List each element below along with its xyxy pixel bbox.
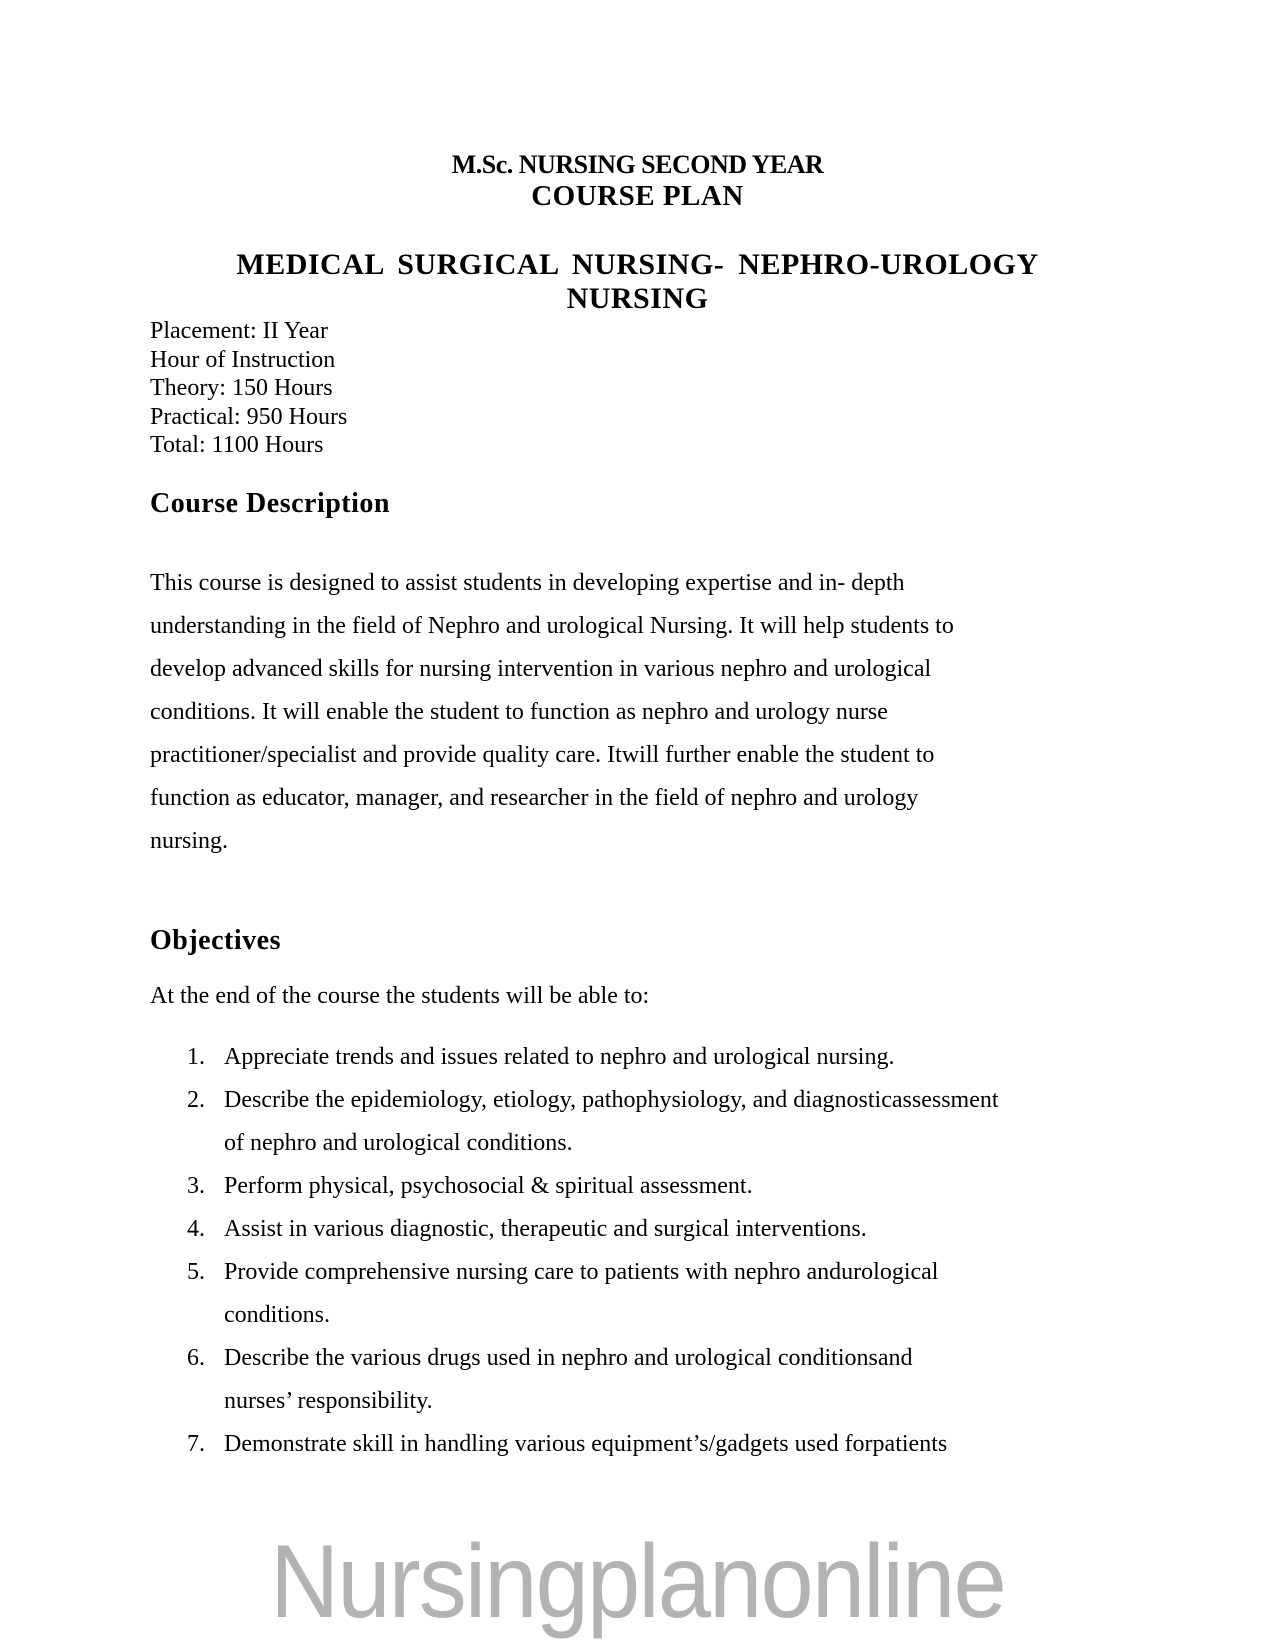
objective-number: 7. (187, 1431, 205, 1457)
objectives-heading: Objectives (150, 925, 281, 956)
objective-number: 1. (187, 1044, 205, 1070)
objective-text: Describe the various drugs used in nephro and urological conditionsand (224, 1345, 913, 1371)
course-meta (150, 317, 347, 460)
description-line: function as educator, manager, and researcher in the field of nephro and urology (150, 785, 919, 811)
theory-hours: Theory: 150 Hours (150, 375, 333, 401)
description-line: practitioner/specialist and provide quality care. Itwill further enable the student to (150, 742, 935, 768)
course-description-body (150, 562, 1130, 863)
watermark: Nursingplanonline (270, 1524, 1005, 1640)
objective-text: Perform physical, psychosocial & spiritual assessment. (224, 1173, 753, 1199)
subject-title-line: MEDICAL SURGICAL NURSING- NEPHRO-UROLOGY (236, 248, 1039, 281)
description-line: understanding in the field of Nephro and urological Nursing. It will help students to (150, 613, 954, 639)
practical-hours: Practical: 950 Hours (150, 403, 348, 430)
description-line: develop advanced skills for nursing intervention in various nephro and urological (150, 656, 932, 682)
description-line: conditions. It will enable the student to function as nephro and urology nurse (150, 699, 888, 725)
objective-item (150, 1208, 1130, 1251)
objective-text: Appreciate trends and issues related to nephro and urological nursing. (224, 1044, 895, 1070)
hour-of-instruction: Hour of Instruction (150, 346, 336, 373)
objectives-intro: At the end of the course the students will be able to: (150, 983, 650, 1009)
objective-number: 6. (187, 1345, 205, 1371)
objective-item (150, 1165, 1130, 1208)
objective-item (150, 1423, 1130, 1466)
document-title: M.Sc. NURSING SECOND YEAR (451, 150, 824, 179)
objective-text: Assist in various diagnostic, therapeutic and surgical interventions. (224, 1216, 867, 1242)
subject-title (150, 248, 1125, 316)
objective-text: Provide comprehensive nursing care to patients with nephro andurological (224, 1259, 939, 1285)
objective-text: Demonstrate skill in handling various equipment’s/gadgets used forpatients (224, 1431, 948, 1457)
objective-item (150, 1079, 1130, 1165)
subject-title-line: NURSING (566, 282, 709, 315)
objective-number: 3. (187, 1173, 205, 1199)
objective-text: of nephro and urological conditions. (224, 1130, 573, 1156)
total-hours: Total: 1100 Hours (150, 432, 324, 458)
placement: Placement: II Year (150, 318, 328, 344)
objective-text: conditions. (224, 1302, 330, 1328)
objectives-list (150, 1036, 1130, 1466)
objective-number: 2. (187, 1087, 205, 1113)
objective-number: 5. (187, 1259, 205, 1285)
course-description-heading: Course Description (150, 488, 390, 519)
objective-item (150, 1251, 1130, 1337)
document-subtitle: COURSE PLAN (531, 180, 744, 212)
objective-number: 4. (187, 1216, 205, 1242)
description-line: This course is designed to assist students in developing expertise and in- depth (150, 570, 905, 596)
objective-text: Describe the epidemiology, etiology, pathophysiology, and diagnosticassessment (224, 1087, 999, 1113)
objective-item (150, 1337, 1130, 1423)
objective-text: nurses’ responsibility. (224, 1388, 433, 1414)
objective-item (150, 1036, 1130, 1079)
description-line: nursing. (150, 828, 228, 854)
